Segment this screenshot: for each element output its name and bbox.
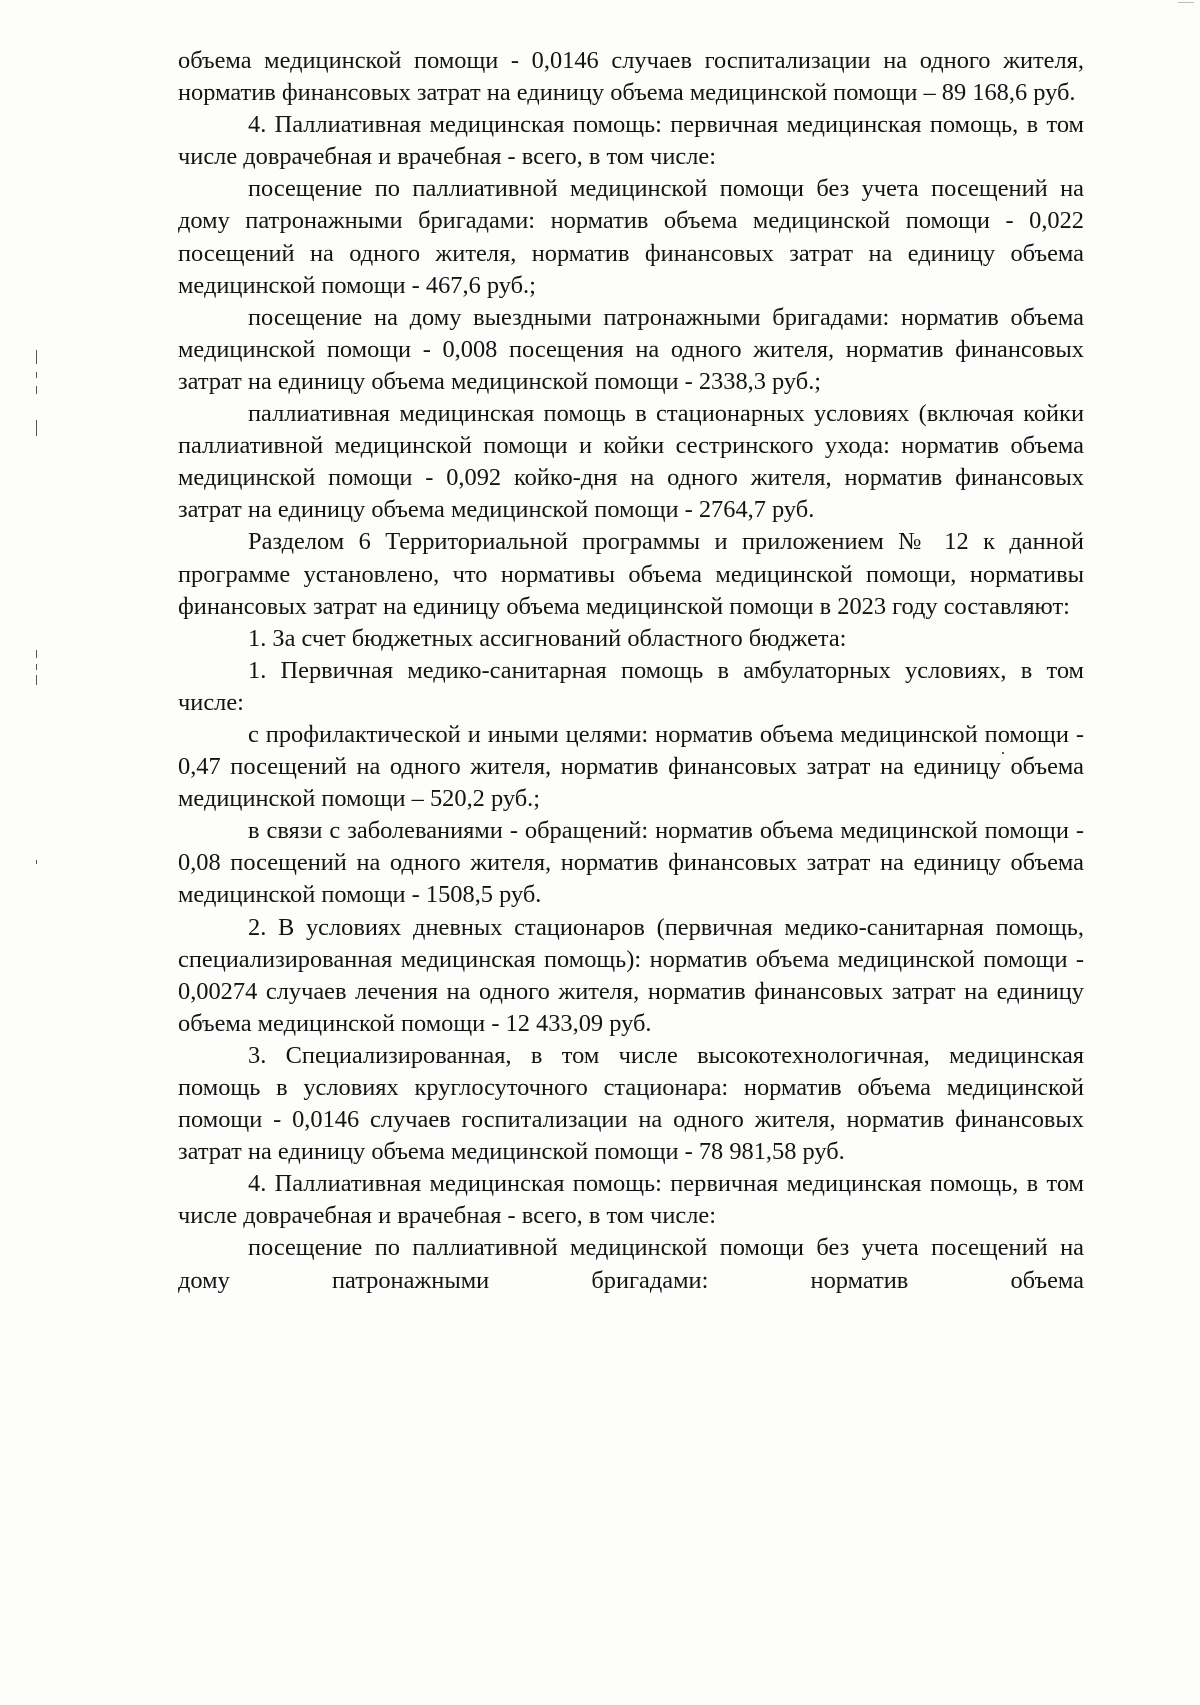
scan-margin-mark [36,860,37,864]
paragraph: объема медицинской помощи - 0,0146 случаев госпитализации на одного жителя, норматив финансовых затрат на единицу объема медицинской помощи – 89 168,6 руб. [178,47,1084,107]
scan-margin-mark [36,650,37,658]
paragraph: 1. За счет бюджетных ассигнований областного бюджета: [248,624,847,652]
paragraph: посещение по паллиативной медицинской помощи без учета посещений на дому патронажными бригадами: норматив объема медицинской помощи - 0,022 посещений на одного жителя, норматив финансовых затрат на единицу объема медицинской помощи - 467,6 руб.; [178,175,1084,299]
paragraph: с профилактической и иными целями: норматив объема медицинской помощи - 0,47 посещений на одного жителя, норматив финансовых затрат на единицу объема медицинской помощи – 520,2 руб.; [178,720,1084,813]
paragraph: паллиативная медицинская помощь в стационарных условиях (включая койки паллиативной медицинской помощи и койки сестринского ухода: норматив объема медицинской помощи - 0,092 койко-дня на одного жителя, норматив финансовых затрат на единицу объема медицинской помощи - 2764,7 руб. [178,400,1084,524]
scan-margin-mark [36,420,37,436]
scan-corner-artifact [1178,2,1194,9]
scan-margin-mark [36,386,37,394]
paragraph: 4. Паллиативная медицинская помощь: первичная медицинская помощь, в том числе доврачебная и врачебная - всего, в том числе: [178,1170,1084,1230]
paragraph: в связи с заболеваниями - обращений: норматив объема медицинской помощи - 0,08 посещений на одного жителя, норматив финансовых затрат на единицу объема медицинской помощи - 1508,5 руб. [178,817,1084,909]
paragraph: посещение на дому выездными патронажными бригадами: норматив объема медицинской помощи - 0,008 посещения на одного жителя, норматив финансовых затрат на единицу объема медицинской помощи - 2338,3 руб.; [178,303,1084,395]
paragraph: 4. Паллиативная медицинская помощь: первичная медицинская помощь, в том числе доврачебная и врачебная - всего, в том числе: [178,111,1084,171]
paragraph: посещение по паллиативной медицинской помощи без учета посещений на дому патронажными бригадами: норматив объема [178,1234,1084,1294]
scan-margin-mark [36,372,37,378]
paragraph: 2. В условиях дневных стационаров (первичная медико-санитарная помощь, специализированная медицинская помощь): норматив объема медицинской помощи - 0,00274 случаев лечения на одного жителя, норматив финансовых затрат на единицу объема медицинской помощи - 12 433,09 руб. [178,913,1084,1037]
paragraph: 1. Первичная медико-санитарная помощь в амбулаторных условиях, в том числе: [178,656,1084,716]
scan-margin-mark [36,664,37,670]
document-body-text [178,45,1084,1297]
paragraph: Разделом 6 Территориальной программы и приложением № 12 к данной программе установлено, что нормативы объема медицинской помощи, нормативы финансовых затрат на единицу объема медицинской помощи в 2023 году составляют: [178,528,1084,620]
scan-margin-mark [36,675,37,685]
paragraph: 3. Специализированная, в том числе высокотехнологичная, медицинская помощь в условиях круглосуточного стационара: норматив объема медицинской помощи - 0,0146 случаев госпитализации на одного жителя, норматив финансовых затрат на единицу объема медицинской помощи - 78 981,58 руб. [178,1041,1084,1166]
scan-margin-mark [36,350,37,364]
